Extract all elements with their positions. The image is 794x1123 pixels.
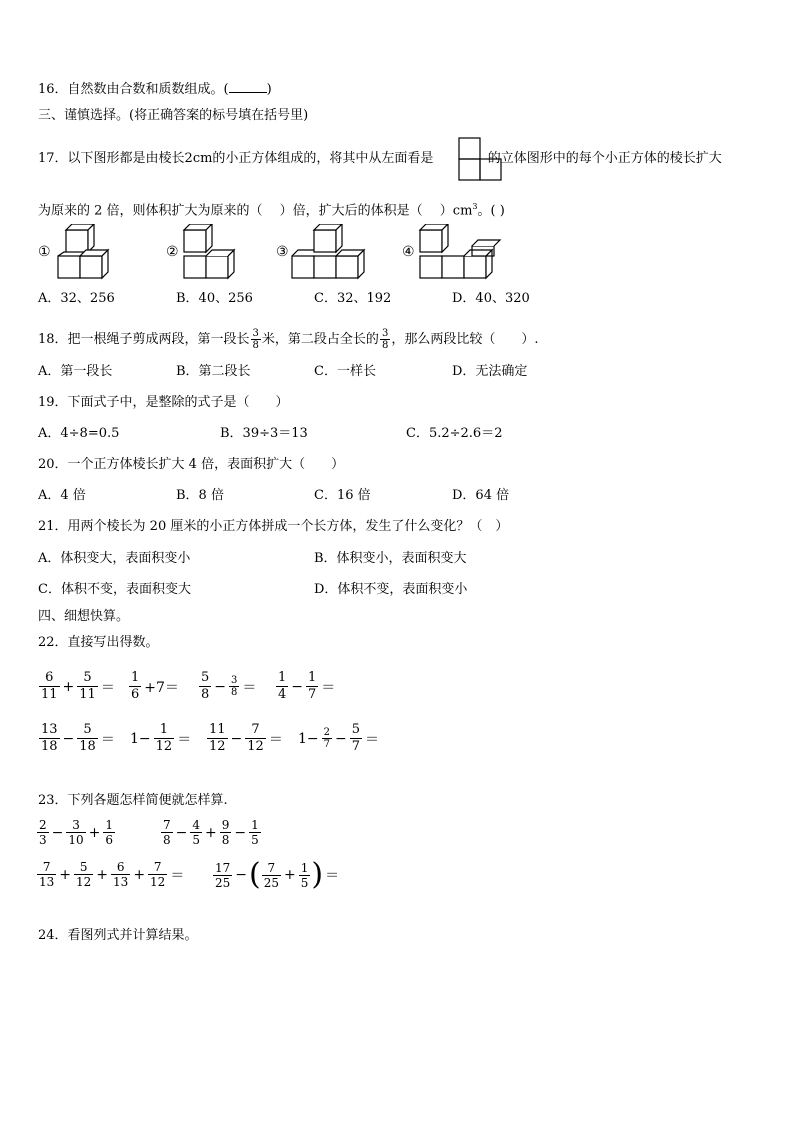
q22-expr-8: 1− $\frac{2}{7}$ − $\frac{5}{7}$ ＝: [298, 722, 380, 754]
fraction: $\frac{3}{8}$: [252, 328, 259, 351]
q21-option-b[interactable]: B．体积变小，表面积变大: [314, 551, 467, 566]
figure-2-label: ②: [166, 244, 179, 260]
q22-expr-2: $\frac{1}{6}$ +7＝: [131, 670, 179, 702]
q19-option-c[interactable]: C．5.2÷2.6＝2: [406, 426, 503, 441]
q20-option-c[interactable]: C．16 倍: [314, 488, 371, 503]
question-16: 16．自然数由合数和质数组成。( ): [38, 82, 272, 97]
q23-expr-4: $\frac{17}{25}$ − ( $\frac{7}{25}$ + $\frac{1}{5}$ ) ＝: [215, 857, 340, 892]
question-17-line1: 17．以下图形都是由棱长2cm的小正方体组成的，将其中从左面看是 的立体图形中的每个小正方体的棱长扩大: [38, 151, 722, 166]
q18-option-a[interactable]: A．第一段长: [38, 364, 113, 379]
answer-blank[interactable]: [229, 80, 267, 93]
left-view-figure: [458, 137, 502, 181]
q22-expr-3: $\frac{5}{8}$ − $\frac{3}{8}$ ＝: [201, 670, 257, 702]
q23-expr-2: $\frac{7}{8}$ − $\frac{4}{5}$ + $\frac{9}{8}$ − $\frac{1}{5}$: [163, 818, 259, 847]
question-23: 23．下列各题怎样简便就怎样算.: [38, 793, 228, 808]
figure-3-label: ③: [276, 244, 289, 260]
question-24: 24．看图列式并计算结果。: [38, 928, 198, 943]
section-4-heading: 四、细想快算。: [38, 609, 130, 624]
q23-expr-1: $\frac{2}{3}$ − $\frac{3}{10}$ + $\frac{1}{6}$: [39, 818, 114, 847]
question-17-line2: 为原来的 2 倍，则体积扩大为原来的（ ）倍，扩大后的体积是（ ）$cm^3$。( ): [38, 202, 505, 219]
figure-4-label: ④: [402, 244, 415, 260]
q22-expr-4: $\frac{1}{4}$ − $\frac{1}{7}$ ＝: [278, 670, 336, 702]
q18-option-d[interactable]: D．无法确定: [452, 364, 528, 379]
q17-option-b[interactable]: B．40、256: [176, 291, 253, 306]
q17-option-d[interactable]: D．40、320: [452, 291, 530, 306]
q17-option-c[interactable]: C．32、192: [314, 291, 392, 306]
q22-expr-6: 1− $\frac{1}{12}$ ＝: [130, 722, 192, 754]
q22-expr-7: $\frac{11}{12}$ − $\frac{7}{12}$ ＝: [209, 722, 283, 754]
q18-option-b[interactable]: B．第二段长: [176, 364, 251, 379]
question-21: 21．用两个棱长为 20 厘米的小正方体拼成一个长方体，发生了什么变化？（ ）: [38, 519, 509, 534]
q22-expr-5: $\frac{13}{18}$ − $\frac{5}{18}$ ＝: [41, 722, 115, 754]
figure-2-cubes: [180, 224, 240, 280]
q20-option-b[interactable]: B．8 倍: [176, 488, 224, 503]
q23-expr-3: $\frac{7}{13}$ + $\frac{5}{12}$ + $\frac{6}{13}$ + $\frac{7}{12}$ ＝: [39, 860, 185, 889]
q19-option-a[interactable]: A．4÷8=0.5: [38, 426, 120, 441]
figure-4-cubes: [416, 224, 516, 280]
q21-option-c[interactable]: C．体积不变，表面积变大: [38, 582, 191, 597]
q19-option-b[interactable]: B．39÷3＝13: [220, 426, 308, 441]
q20-option-d[interactable]: D．64 倍: [452, 488, 510, 503]
fraction: $\frac{3}{8}$: [381, 328, 389, 351]
q22-expr-1: $\frac{6}{11}$ + $\frac{5}{11}$ ＝: [41, 670, 115, 702]
figure-1-cubes: [54, 224, 114, 280]
question-19: 19．下面式子中，是整除的式子是（ ）: [38, 395, 289, 410]
question-18: 18．把一根绳子剪成两段，第一段长 $\frac{3}{8}$ 米，第二段占全长的 $\frac{3}{8}$ ，那么两段比较（ ）.: [38, 328, 539, 351]
q20-option-a[interactable]: A．4 倍: [38, 488, 86, 503]
section-3-heading: 三、谨慎选择。(将正确答案的标号填在括号里): [38, 108, 309, 123]
figure-3-cubes: [290, 224, 370, 280]
q17-option-a[interactable]: A．32、256: [38, 291, 115, 306]
figure-1-label: ①: [38, 244, 51, 260]
q21-option-a[interactable]: A．体积变大，表面积变小: [38, 551, 191, 566]
q21-option-d[interactable]: D．体积不变，表面积变小: [314, 582, 468, 597]
question-20: 20．一个正方体棱长扩大 4 倍，表面积扩大（ ）: [38, 457, 345, 472]
question-22: 22．直接写出得数。: [38, 635, 159, 650]
q18-option-c[interactable]: C．一样长: [314, 364, 376, 379]
question-16-text: 16．自然数由合数和质数组成。(: [38, 82, 229, 97]
